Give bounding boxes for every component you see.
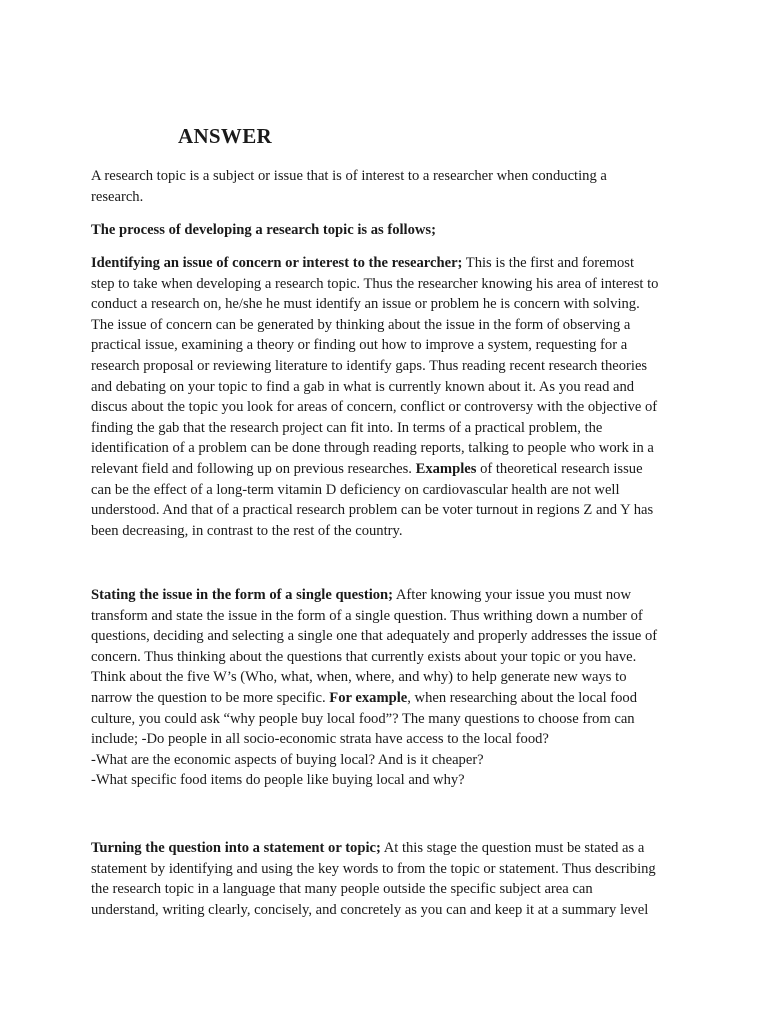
- text-line: research.: [91, 188, 144, 205]
- examples-emphasis: Examples: [415, 460, 477, 477]
- text-line: -What specific food items do people like buying local and why?: [91, 772, 465, 789]
- section-identifying-issue: [91, 253, 678, 541]
- process-heading-paragraph: [91, 220, 678, 241]
- text-line: step to take when developing a research topic. Thus the researcher knowing his area of interest to: [91, 275, 659, 292]
- text-line: statement by identifying and using the key words to from the topic or statement. Thus describing: [91, 860, 656, 877]
- page-heading: ANSWER: [178, 124, 272, 148]
- text-line: culture, you could ask “why people buy local food”? The many questions to choose from can: [91, 710, 635, 727]
- text-line: finding the gab that the research project can fit into. In terms of a practical problem, the: [91, 419, 603, 436]
- text-line: discus about the topic you look for areas of concern, conflict or controversy with the objective of: [91, 399, 658, 416]
- text-fragment: This is the first and foremost: [462, 255, 634, 271]
- section-single-question: [91, 585, 678, 791]
- text-fragment: At this stage the question must be stated as a: [380, 840, 645, 856]
- text-line: A research topic is a subject or issue that is of interest to a researcher when conducting a: [91, 168, 607, 184]
- text-line: [91, 253, 678, 274]
- text-line: research proposal or reviewing literature to identify gaps. Thus reading recent research theories: [91, 357, 648, 374]
- text-fragment: , when researching about the local food: [407, 689, 638, 706]
- text-line: [91, 459, 678, 480]
- text-line: concern. Thus thinking about the questions that currently exists about your topic or you have.: [91, 648, 637, 665]
- text-line: and debating on your topic to find a gab in what is currently known about it. As you read and: [91, 378, 635, 395]
- text-fragment: of theoretical research issue: [476, 460, 643, 477]
- text-line: identification of a problem can be done through reading reports, talking to people who work in a: [91, 440, 654, 457]
- text-line: [91, 585, 678, 606]
- text-line: Think about the five W’s (Who, what, when, where, and why) to help generate new ways to: [91, 669, 627, 686]
- process-heading: The process of developing a research topic is as follows;: [91, 222, 436, 238]
- text-line: understood. And that of a practical research problem can be voter turnout in regions Z and Y has: [91, 502, 654, 519]
- text-line: -What are the economic aspects of buying local? And is it cheaper?: [91, 751, 484, 768]
- text-line: been decreasing, in contrast to the rest of the country.: [91, 522, 403, 539]
- for-example-emphasis: For example: [329, 689, 408, 706]
- text-line: [91, 838, 678, 859]
- text-line: conduct a research on, he/she he must identify an issue or problem he is concern with solving.: [91, 296, 640, 313]
- text-fragment: relevant field and following up on previous researches.: [91, 460, 416, 477]
- section-statement-topic: [91, 838, 678, 920]
- text-line: The issue of concern can be generated by thinking about the issue in the form of observing a: [91, 316, 631, 333]
- text-line: understand, writing clearly, concisely, and concretely as you can and keep it at a summary level: [91, 901, 649, 918]
- section-title: Turning the question into a statement or topic;: [91, 840, 381, 856]
- text-fragment: After knowing your issue you must now: [393, 587, 631, 603]
- text-fragment: narrow the question to be more specific.: [91, 689, 330, 706]
- text-line: questions, deciding and selecting a single one that adequately and properly addresses the issue of: [91, 628, 658, 645]
- section-title: Identifying an issue of concern or interest to the researcher;: [91, 255, 463, 271]
- text-line: the research topic in a language that many people outside the specific subject area can: [91, 881, 593, 898]
- section-title: Stating the issue in the form of a single question;: [91, 587, 394, 603]
- text-line: [91, 688, 678, 709]
- text-line: practical issue, examining a theory or finding out how to improve a system, requesting for a: [91, 337, 628, 354]
- text-line: include; -Do people in all socio-economic strata have access to the local food?: [91, 731, 549, 748]
- intro-paragraph: [91, 166, 678, 207]
- text-line: can be the effect of a long-term vitamin D deficiency on cardiovascular health are not well: [91, 481, 620, 498]
- text-line: transform and state the issue in the form of a single question. Thus writhing down a number of: [91, 607, 643, 624]
